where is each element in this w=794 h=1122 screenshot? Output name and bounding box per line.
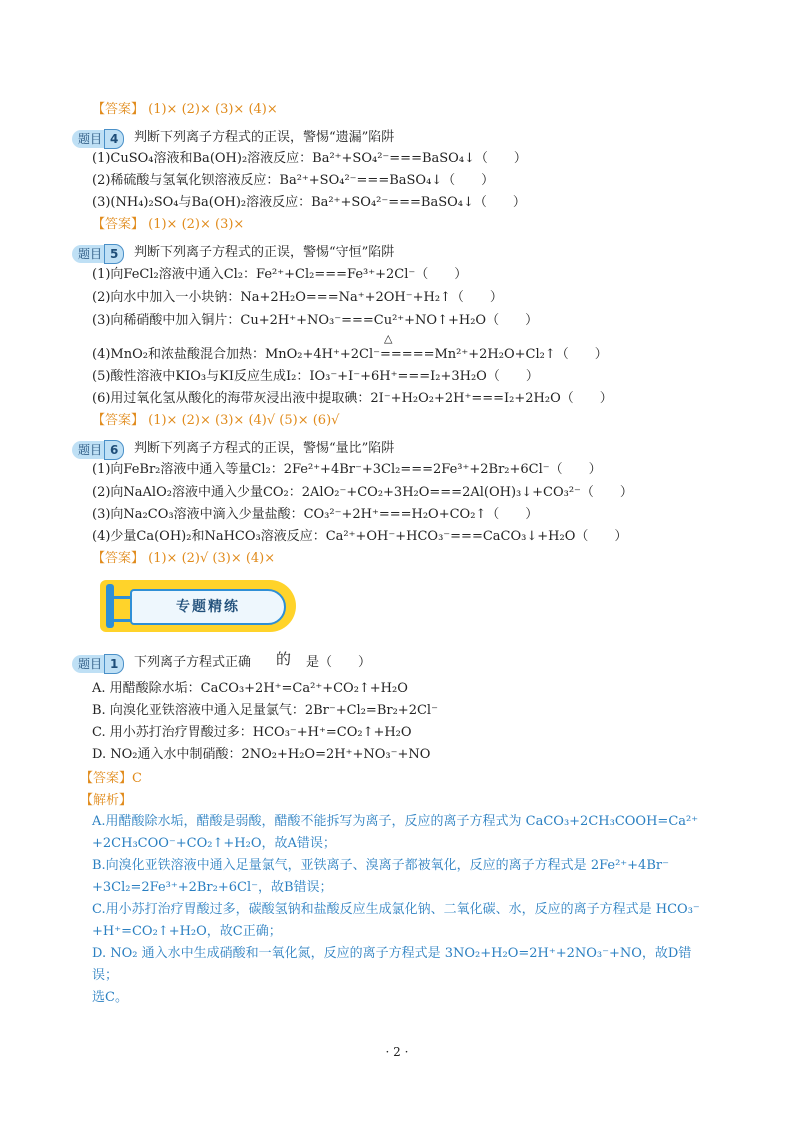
- question-1-stem-tail: 是（ ）: [306, 655, 372, 670]
- analysis-line-6: +H⁺=CO₂↑+H₂O，故C正确；: [92, 924, 282, 939]
- q5-item-5: (5)酸性溶液中KIO₃与KI反应生成I₂：IO₃⁻+I⁻+6H⁺===I₂+3H₂O（ ）: [92, 369, 539, 384]
- question-5-stem: 判断下列离子方程式的正误，警惕“守恒”陷阱: [134, 245, 395, 260]
- q4-item-2: (2)稀硫酸与氢氧化钡溶液反应：Ba²⁺+SO₄²⁻===BaSO₄↓（ ）: [92, 173, 495, 188]
- question-tag-1: [72, 654, 124, 672]
- question-tag-4: [72, 129, 124, 147]
- question-1-stem: 下列离子方程式正确: [134, 655, 252, 670]
- tag-label: 题目: [72, 655, 106, 673]
- q4-item-3: (3)(NH₄)₂SO₄与Ba(OH)₂溶液反应：Ba²⁺+SO₄²⁻===BaSO₄↓（ ）: [92, 195, 526, 210]
- question-4-stem: 判断下列离子方程式的正误，警惕“遗漏”陷阱: [134, 130, 395, 145]
- tag-label: 题目: [72, 441, 106, 459]
- q6-item-3: (3)向Na₂CO₃溶液中滴入少量盐酸：CO₃²⁻+2H⁺===H₂O+CO₂↑（ ）: [92, 507, 539, 522]
- q5-item-6: (6)用过氧化氢从酸化的海带灰浸出液中提取碘：2I⁻+H₂O₂+2H⁺===I₂+2H₂O（ ）: [92, 391, 613, 406]
- q5-item-3: (3)向稀硝酸中加入铜片：Cu+2H⁺+NO₃⁻===Cu²⁺+NO↑+H₂O（ ）: [92, 313, 539, 328]
- section-banner: [100, 580, 296, 632]
- option-c: C. 用小苏打治疗胃酸过多：HCO₃⁻+H⁺=CO₂↑+H₂O: [92, 725, 412, 740]
- analysis-line-1: A.用醋酸除水垢，醋酸是弱酸，醋酸不能拆写为离子，反应的离子方程式为 CaCO₃+2CH₃COOH=Ca²⁺: [92, 814, 699, 829]
- top-answer: 【答案】 (1)× (2)× (3)× (4)×: [92, 102, 278, 117]
- tag-label: 题目: [72, 130, 106, 148]
- question-tag-5: [72, 244, 124, 262]
- page-number: · 2 ·: [385, 1045, 409, 1059]
- analysis-line-2: +2CH₃COO⁻+CO₂↑+H₂O，故A错误；: [92, 836, 336, 851]
- q6-answer: 【答案】 (1)× (2)√ (3)× (4)×: [92, 551, 276, 566]
- stem-particle: 的: [276, 650, 292, 668]
- analysis-label: 【解析】: [80, 793, 133, 808]
- tag-number: 6: [104, 440, 124, 460]
- question-6-stem: 判断下列离子方程式的正误，警惕“量比”陷阱: [134, 441, 395, 456]
- option-b: B. 向溴化亚铁溶液中通入足量氯气：2Br⁻+Cl₂=Br₂+2Cl⁻: [92, 703, 438, 718]
- q1-answer: 【答案】C: [80, 771, 142, 786]
- q5-item-4: (4)MnO₂和浓盐酸混合加热：MnO₂+4H⁺+2Cl⁻=====Mn²⁺+2H₂O+Cl₂↑（ ）: [92, 347, 608, 362]
- analysis-line-3: B.向溴化亚铁溶液中通入足量氯气，亚铁离子、溴离子都被氧化，反应的离子方程式是 2Fe²⁺+4Br⁻: [92, 858, 669, 873]
- banner-side-bar: [106, 584, 114, 628]
- analysis-line-9: 选C。: [92, 990, 128, 1005]
- q6-item-4: (4)少量Ca(OH)₂和NaHCO₃溶液反应：Ca²⁺+OH⁻+HCO₃⁻===CaCO₃↓+H₂O（ ）: [92, 529, 628, 544]
- tag-number: 1: [104, 654, 124, 674]
- analysis-line-5: C.用小苏打治疗胃酸过多，碳酸氢钠和盐酸反应生成氯化钠、二氧化碳、水，反应的离子方程式是 HCO₃⁻: [92, 902, 700, 917]
- question-tag-6: [72, 440, 124, 458]
- tag-label: 题目: [72, 245, 106, 263]
- heating-symbol: △: [384, 332, 393, 345]
- q6-item-1: (1)向FeBr₂溶液中通入等量Cl₂：2Fe²⁺+4Br⁻+3Cl₂===2Fe³⁺+2Br₂+6Cl⁻（ ）: [92, 462, 602, 477]
- banner-title: 专题精练: [130, 589, 286, 625]
- q6-item-2: (2)向NaAlO₂溶液中通入少量CO₂：2AlO₂⁻+CO₂+3H₂O===2Al(OH)₃↓+CO₃²⁻（ ）: [92, 485, 633, 500]
- analysis-line-8: 误；: [92, 968, 119, 983]
- q4-item-1: (1)CuSO₄溶液和Ba(OH)₂溶液反应：Ba²⁺+SO₄²⁻===BaSO₄↓（ ）: [92, 151, 527, 166]
- tag-number: 4: [104, 129, 124, 149]
- analysis-line-4: +3Cl₂=2Fe³⁺+2Br₂+6Cl⁻，故B错误；: [92, 880, 333, 895]
- q5-item-1: (1)向FeCl₂溶液中通入Cl₂：Fe²⁺+Cl₂===Fe³⁺+2Cl⁻（ ）: [92, 267, 468, 282]
- q5-answer: 【答案】 (1)× (2)× (3)× (4)√ (5)× (6)√: [92, 413, 340, 428]
- tag-number: 5: [104, 244, 124, 264]
- option-d: D. NO₂通入水中制硝酸：2NO₂+H₂O=2H⁺+NO₃⁻+NO: [92, 747, 431, 762]
- analysis-line-7: D. NO₂ 通入水中生成硝酸和一氧化氮，反应的离子方程式是 3NO₂+H₂O=2H⁺+2NO₃⁻+NO，故D错: [92, 946, 692, 961]
- option-a: A. 用醋酸除水垢：CaCO₃+2H⁺=Ca²⁺+CO₂↑+H₂O: [92, 681, 408, 696]
- q4-answer: 【答案】 (1)× (2)× (3)×: [92, 217, 245, 232]
- q5-item-2: (2)向水中加入一小块钠：Na+2H₂O===Na⁺+2OH⁻+H₂↑（ ）: [92, 290, 503, 305]
